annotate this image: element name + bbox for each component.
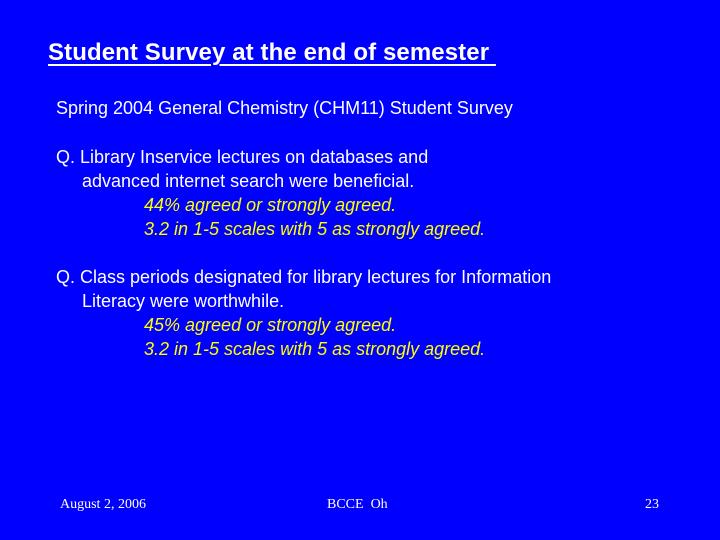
question-2-result-scale: 3.2 in 1-5 scales with 5 as strongly agreed.	[144, 339, 486, 359]
question-1-result-scale: 3.2 in 1-5 scales with 5 as strongly agreed.	[144, 219, 486, 239]
question-block-2	[56, 265, 551, 361]
survey-subtitle: Spring 2004 General Chemistry (CHM11) Student Survey	[56, 98, 513, 118]
question-1-line-2: advanced internet search were beneficial.	[82, 171, 415, 191]
question-2-result-percent: 45% agreed or strongly agreed.	[144, 315, 397, 335]
page-number: 23	[645, 497, 659, 512]
footer-center-text: BCCE Oh	[327, 497, 388, 512]
question-block-1	[56, 145, 485, 241]
question-1-line-1: Q. Library Inservice lectures on databases and	[56, 147, 429, 167]
footer-date: August 2, 2006	[60, 497, 146, 512]
slide-title: Student Survey at the end of semester	[48, 39, 496, 66]
question-2-line-2: Literacy were worthwhile.	[82, 291, 285, 311]
question-1-result-percent: 44% agreed or strongly agreed.	[144, 195, 397, 215]
question-2-line-1: Q. Class periods designated for library lectures for Information	[56, 267, 552, 287]
